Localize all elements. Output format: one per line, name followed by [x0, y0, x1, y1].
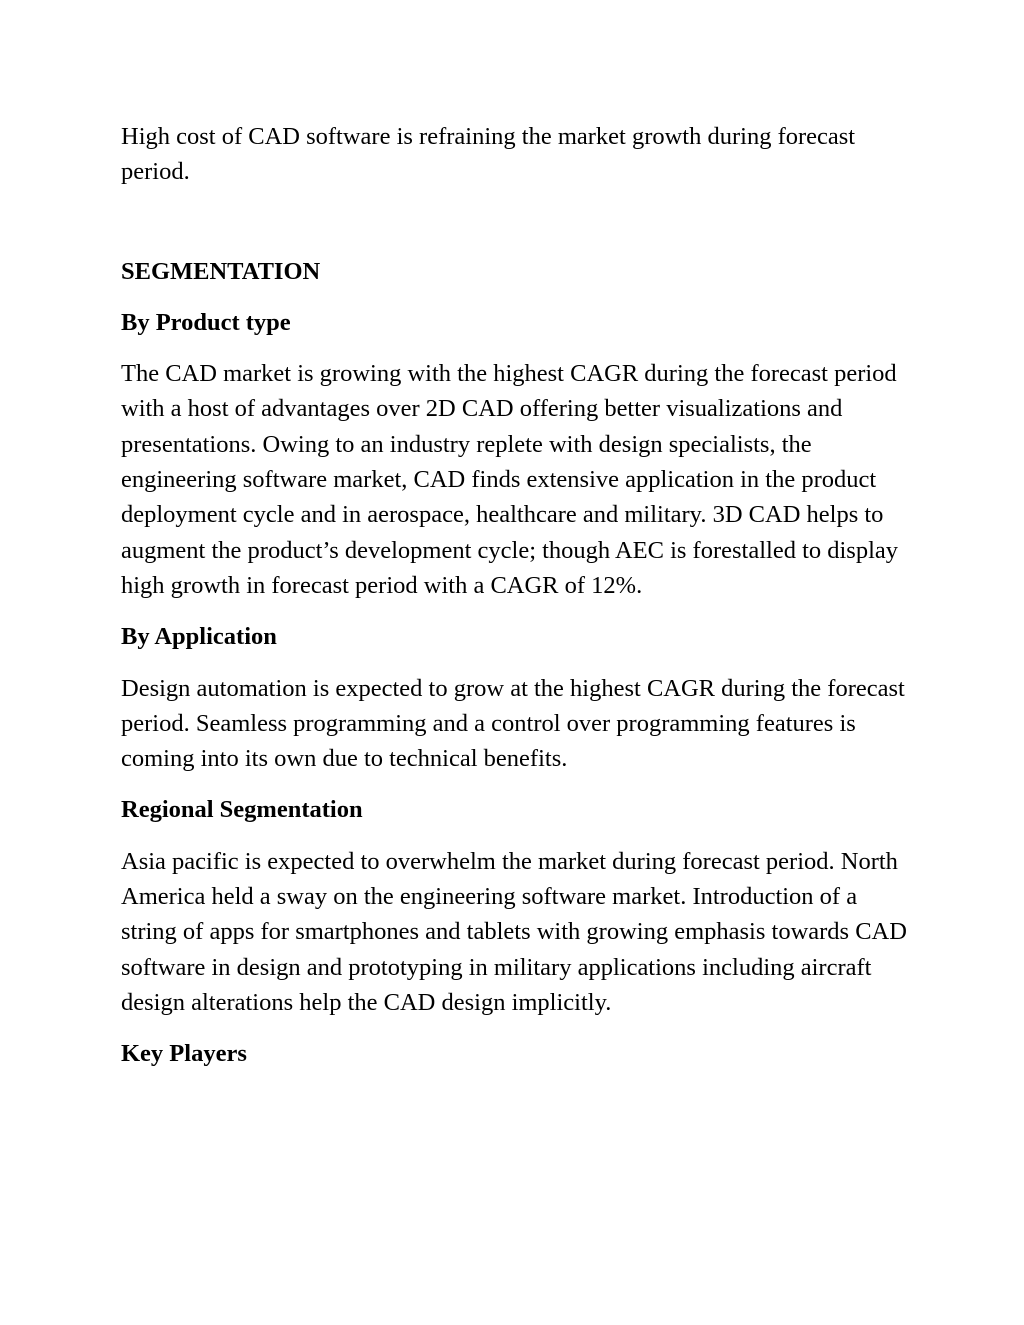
product-type-heading: By Product type [121, 308, 291, 336]
application-heading: By Application [121, 623, 277, 651]
regional-heading: Regional Segmentation [121, 796, 363, 824]
segmentation-heading: SEGMENTATION [121, 257, 321, 285]
product-type-paragraph: The CAD market is growing with the highest CAGR during the forecast period with a host of advantages over 2D CAD offering better visualizations and presentations. Owing to an industry replete with design specialists, the engineering software market, CAD finds extensive application in the product deployment cycle and in aerospace, healthcare and military. 3D CAD helps to augment the product’s development cycle; though AEC is forestalled to display high growth in forecast period with a CAGR of 12%. [121, 360, 899, 599]
intro-paragraph: High cost of CAD software is refraining the market growth during forecast period. [121, 123, 856, 186]
regional-paragraph: Asia pacific is expected to overwhelm the market during forecast period. North America held a sway on the engineering software market. Introduction of a string of apps for smartphones and tablets with growing emphasis towards CAD software in design and prototyping in military applications including aircraft design alterations help the CAD design implicitly. [121, 847, 907, 1016]
document-page [121, 119, 911, 1088]
key-players-heading: Key Players [121, 1040, 247, 1068]
application-paragraph: Design automation is expected to grow at the highest CAGR during the forecast period. Seamless programming and a control over programming features is coming into its own due to technical benefits. [121, 674, 905, 773]
